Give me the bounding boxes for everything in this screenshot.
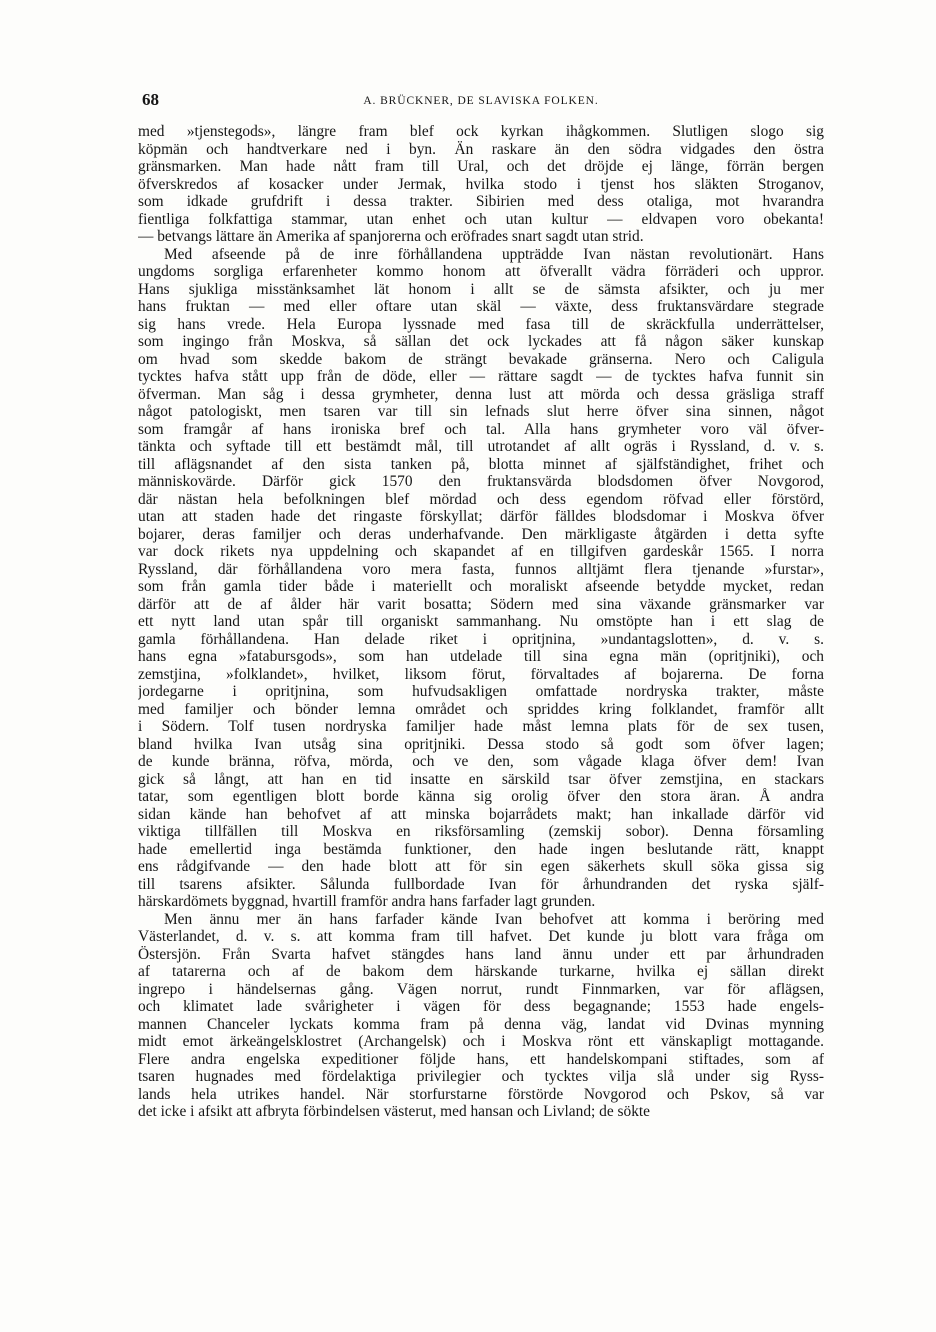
text-line: jordegarne i opritjnina, som hufvudsakligen omfattade nordryska trakter, måste — [138, 683, 824, 700]
text-line: hans fruktan — med eller oftare utan skäl — växte, dess fruktansvärdare stegrade — [138, 298, 824, 315]
text-line: gränsmarken. Man hade nått fram till Ural, och det dröjde ej länge, förrän bergen — [138, 158, 824, 175]
text-line: gick så långt, att han en tid insatte en särskild tsar öfver zemstjina, en stackars — [138, 770, 824, 788]
text-line: gamla förhållandena. Han delade riket i opritjnina, »undantagslotten», d. v. s. — [138, 630, 824, 648]
text-line: som framgår af hans ironiska bref och tal. Alla hans grymheter voro väl öfver- — [138, 420, 824, 438]
text-line: med familjer och bönder lemna området och spriddes kring folklandet, framför allt — [138, 700, 824, 718]
text-line: köpmän och handtverkare ned i byn. Än raskare än den södra vidgades den östra — [138, 140, 824, 158]
paragraph — [138, 246, 824, 911]
text-line: som ingingo från Moskva, så sällan det ock lyckades att få någon säker kunskap — [138, 333, 824, 350]
text-line: sig hans vrede. Hela Europa lyssnade med fasa till de skräckfulla underrättelser, — [138, 315, 824, 333]
text-line: till aflägsnandet af den sista tanken på, blotta minnet af själfständighet, frihet och — [138, 455, 824, 473]
text-line: Östersjön. Från Svarta hafvet stängdes hans land ännu under ett par århundraden — [138, 945, 824, 963]
text-line: det icke i afsikt att afbryta förbindelsen västerut, med hansan och Livland; de sökte — [138, 1103, 651, 1120]
text-line: tsaren hugnades med fördelaktiga privilegier och tycktes vilja slå under sig Ryss- — [138, 1068, 824, 1085]
text-line: mannen Chanceler lyckats komma fram på denna väg, landat vid Dvinas mynning — [138, 1015, 824, 1033]
text-line: Ryssland, där förhållandena voro mera fasta, funnos alltjämt flera tjenande »furstar», — [138, 560, 824, 578]
text-line: till tsarens afsikter. Sålunda fullbordade Ivan för århundranden det ryska själf- — [138, 875, 824, 893]
text-line: hans egna »fatabursgods», som han utdelade till sina egna män (opritjniki), och — [138, 648, 824, 665]
page-header — [138, 90, 824, 112]
text-line: ungdoms sorgliga erfarenheter kommo honom att öfverallt vädra förräderi och uppror. — [138, 263, 824, 280]
text-line: Men ännu mer än hans farfader kände Ivan behofvet att komma i beröring med — [164, 910, 824, 928]
text-line: Flere andra engelska expeditioner följde hans, ett handelskompani stiftades, som af — [138, 1050, 824, 1068]
text-line: af tatarerna och af de bakom dem härskande turkarne, hvilka ej sällan direkt — [138, 963, 824, 980]
text-line: ett nytt land utan spår till organiskt sammanhang. Nu omstöpte han i ett slag de — [138, 613, 824, 630]
text-line: därför att de af ålder här varit bosatta; Södern med sina växande gränsmarker var — [138, 595, 824, 613]
running-head: A. BRÜCKNER, DE SLAVISKA FOLKEN. — [363, 95, 599, 107]
page-number: 68 — [142, 90, 159, 109]
body-text — [138, 123, 824, 1121]
text-line: något patologiskt, men tsaren var till sin lefnads slut herre öfver sina sinnen, något — [138, 403, 824, 420]
text-line: de kunde bränna, röfva, mörda, och ve den, som vågade klaga öfver dem! Ivan — [138, 753, 824, 770]
text-line: i Södern. Tolf tusen nordryska familjer hade måst lemna plats för de sex tusen, — [138, 718, 824, 735]
text-line: med »tjenstegods», längre fram blef ock kyrkan ihågkommen. Slutligen slogo sig — [138, 123, 824, 140]
paragraph — [138, 123, 824, 246]
text-line: som idkade grufdrift i dessa trakter. Sibirien med dess otaliga, mot hvarandra — [138, 193, 824, 210]
text-line: Västerlandet, d. v. s. att komma fram till hafvet. Det kunde ju blott vara fråga om — [138, 928, 824, 945]
text-line: där nästan hela befolkningen blef mördad och dess egendom röfvad eller förstörd, — [138, 490, 824, 508]
text-line: om hvad som skedde bakom de strängt bevakade gränserna. Nero och Caligula — [138, 350, 824, 368]
text-line: sidan kände han behofvet af att minska bojarrådets makt; han inkallade därför vid — [138, 805, 824, 823]
text-line: midt emot ärkeängelsklostret (Archangelsk) och i Moskva rönt ett vänskapligt mottagande. — [138, 1033, 824, 1050]
text-line: tycktes hafva stått upp från de döde, eller — rättare sagdt — de tycktes hafva funnit sin — [138, 368, 824, 385]
paragraph — [138, 911, 824, 1121]
text-line: viktiga tillfällen till Moskva en riksförsamling (zemskij sobor). Denna församling — [138, 823, 824, 840]
text-line: bojarer, deras familjer och deras underhafvande. Den märkligaste åtgärden i detta syfte — [138, 525, 824, 543]
text-line: och klimatet lade svårigheter i vägen för dess begagnande; 1553 hade engels- — [138, 998, 824, 1015]
text-line: lands hela utrikes handel. När storfurstarne förstörde Novgorod och Pskov, så var — [138, 1085, 824, 1103]
text-line: — betvangs lättare än Amerika af spanjorerna och eröfrades snart sagdt utan strid. — [138, 228, 644, 245]
text-line: hade emellertid inga bestämda funktioner, den hade ingen beslutande rätt, knappt — [138, 840, 824, 858]
text-line: tänkta och syftade till ett bestämdt mål, till utrotandet af allt ogräs i Ryssland, d. v. s. — [138, 438, 824, 455]
text-line: var dock rikets nya uppdelning och skapandet af en tillgifven gardeskår 1565. I norra — [138, 543, 824, 560]
text-line: bland hvilka Ivan utsåg sina opritjniki. Dessa stodo så godt som öfver lagen; — [138, 735, 824, 753]
text-line: människovärde. Därför gick 1570 den fruktansvärda blodsdomen öfver Novgorod, — [138, 473, 824, 490]
text-line: tatar, som egentligen blott borde känna sig orolig öfver den stora äran. Å andra — [138, 788, 824, 805]
text-line: Hans sjukliga misstänksamhet lät honom i allt se de sämsta afsikter, och ju mer — [138, 280, 824, 298]
text-line: som från gamla tider både i materiellt och moraliskt afseende betydde mycket, redan — [138, 578, 824, 595]
text-line: zemstjina, »folklandet», hvilket, liksom förut, förvaltades af bojarerna. De forna — [138, 665, 824, 683]
text-line: utan att staden hade det ringaste förskyllat; därför fälldes blodsdomar i Moskva öfver — [138, 508, 824, 525]
text-line: härskardömets byggnad, hvartill framför andra hans farfader lagt grunden. — [138, 893, 596, 910]
text-line: Med afseende på de inre förhållandena uppträdde Ivan nästan revolutionärt. Hans — [164, 245, 824, 263]
text-line: fientliga folkfattiga stammar, utan enhet och utan kultur — eldvapen voro obekanta! — [138, 210, 824, 228]
text-line: öfverman. Man såg i dessa grymheter, denna lust att mörda och dessa gräsliga straff — [138, 385, 824, 403]
text-line: öfverskredos af kosacker under Jermak, hvilka stodo i tjenst hos släkten Stroganov, — [138, 175, 824, 193]
text-line: ingrepo i händelsernas gång. Vägen norrut, rundt Finnmarken, var för aflägsen, — [138, 980, 824, 998]
text-line: ens rådgifvande — den hade blott att för sin egen säkerhets skull söka gissa sig — [138, 858, 824, 875]
